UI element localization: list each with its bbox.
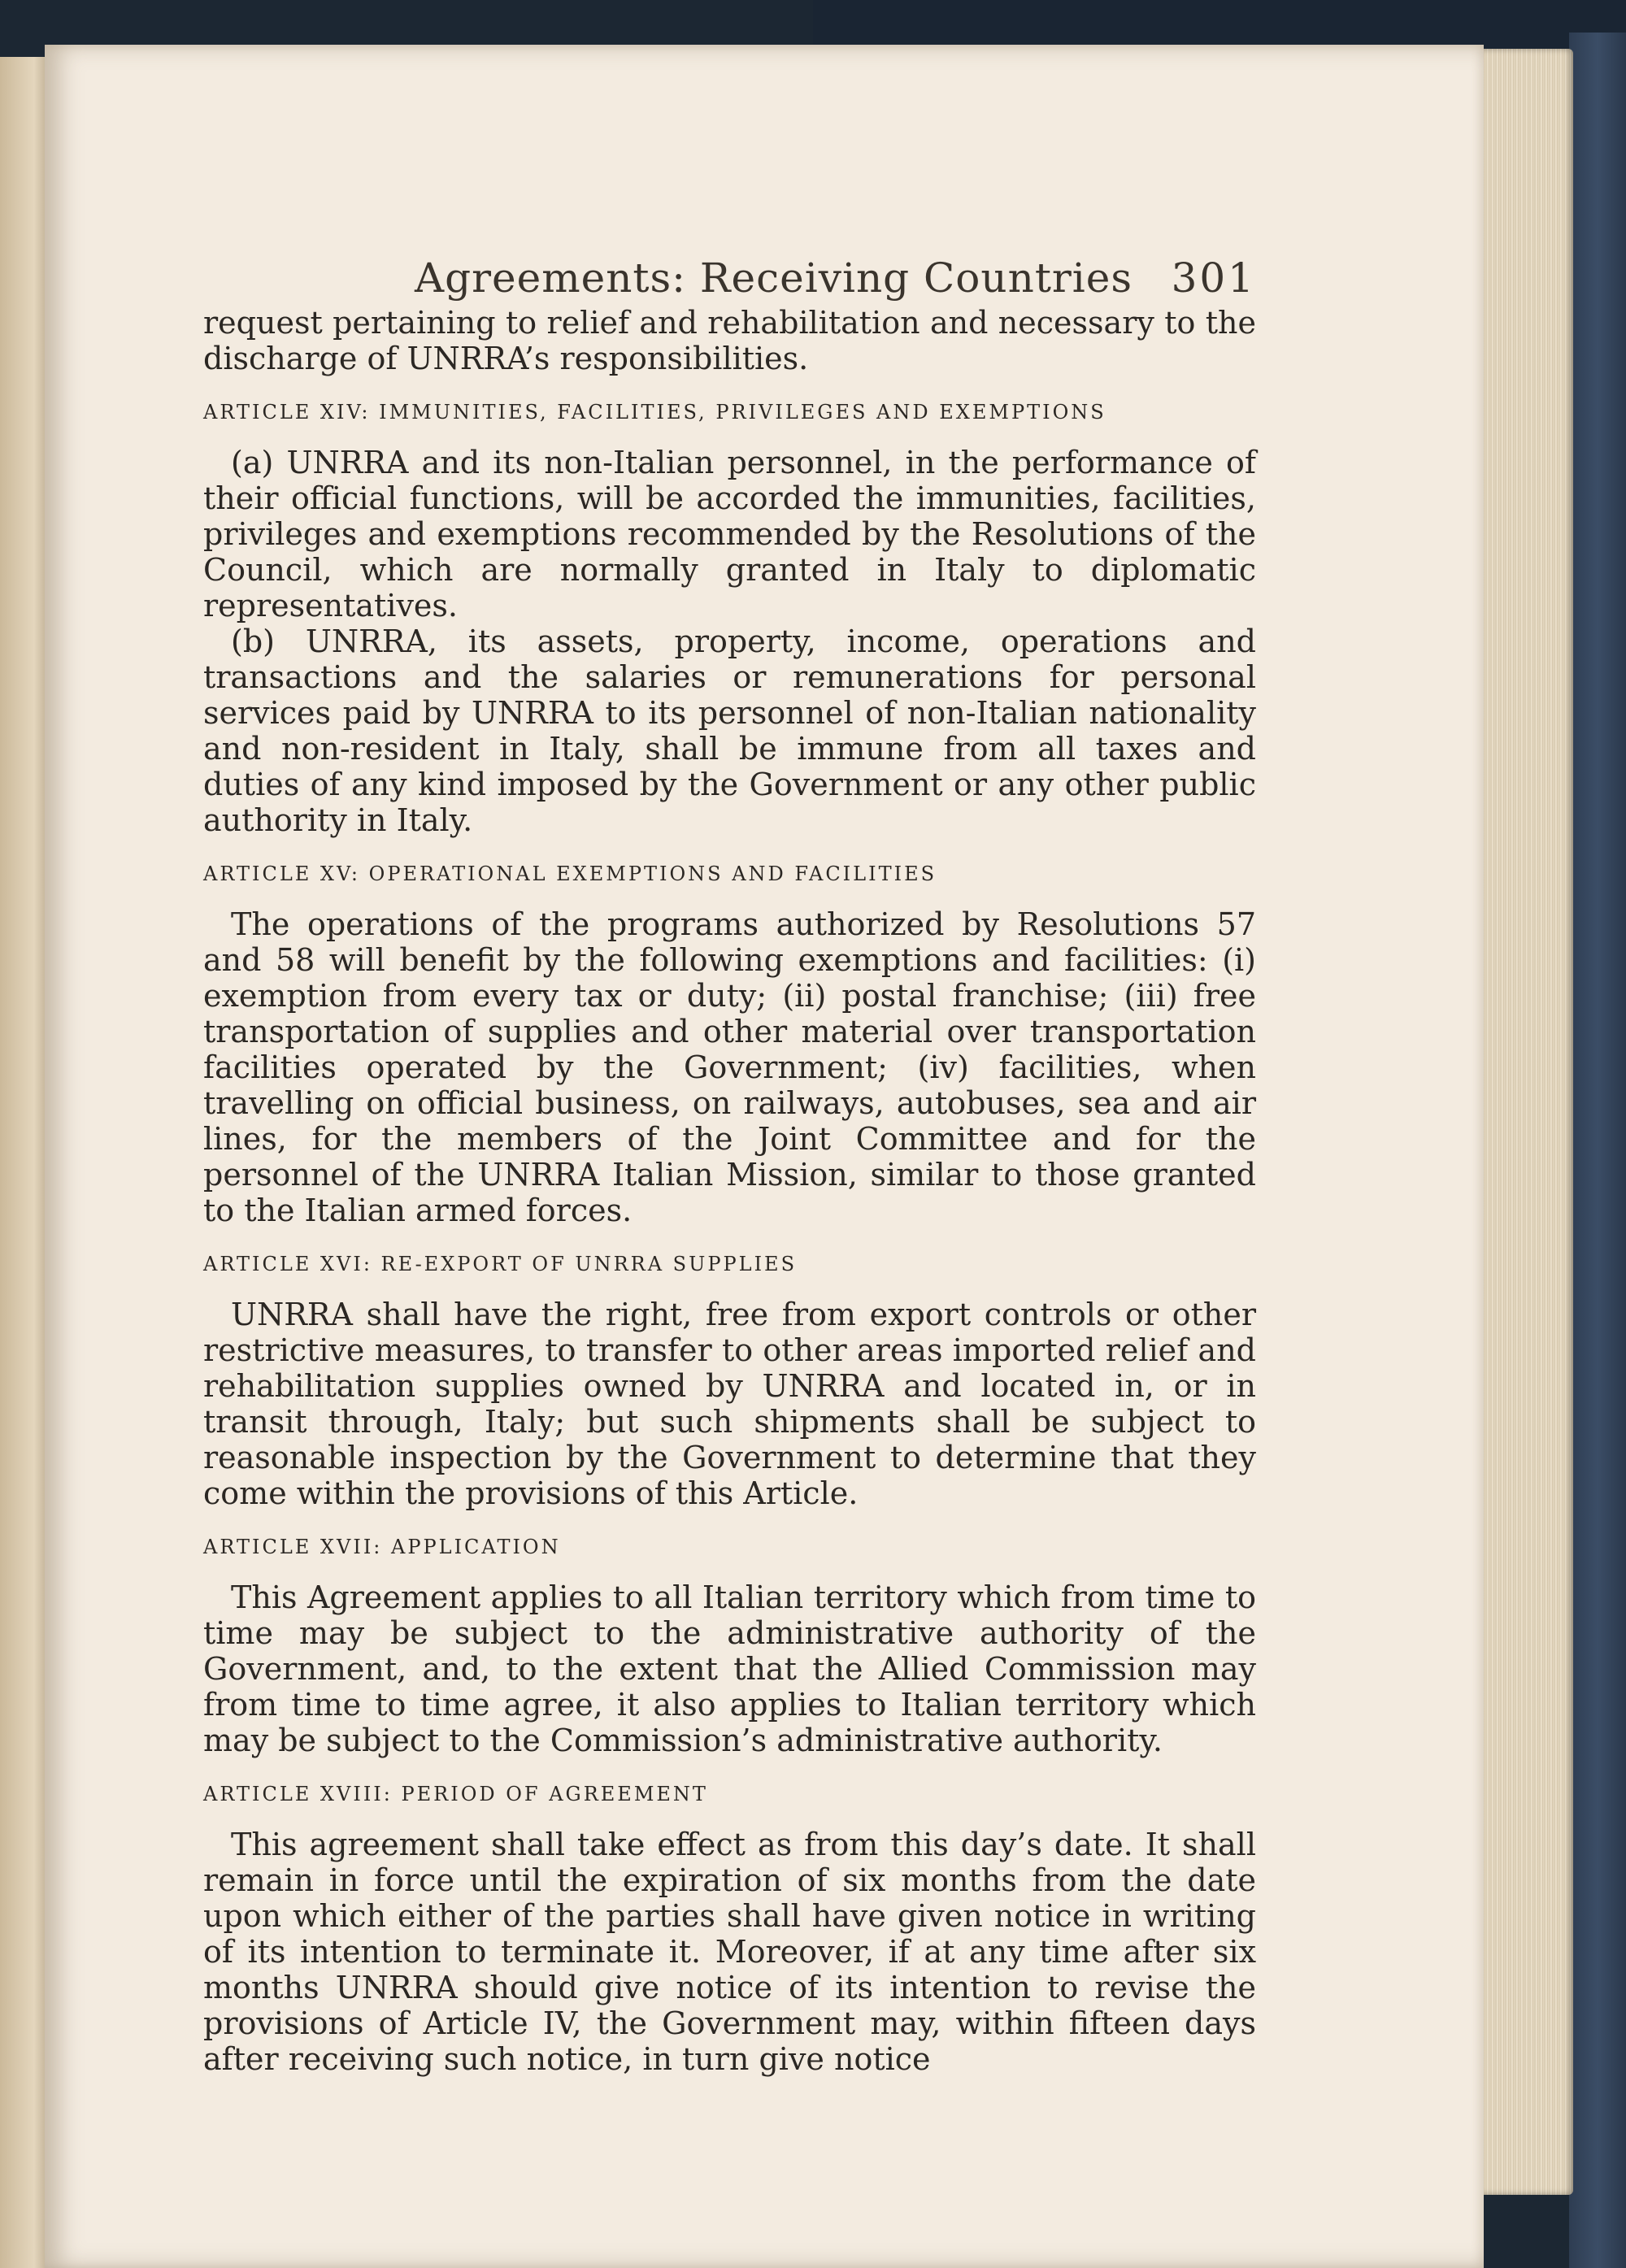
- intro-paragraph: request pertaining to relief and rehabilitation and necessary to the discharge of UNRRA’s responsibilities.: [203, 305, 1256, 376]
- article-18-heading: ARTICLE XVIII: PERIOD OF AGREEMENT: [203, 1783, 708, 1805]
- page-number: 301: [1171, 254, 1256, 302]
- article-16-paragraph: UNRRA shall have the right, free from export controls or other restrictive measures, to transfer to other areas imported relief and rehabilitation supplies owned by UNRRA and located in, or in transit through, Italy; but such shipments shall be subject to reasonable inspection by the Government to determine that they come within the provisions of this Article.: [203, 1297, 1256, 1511]
- article-15-heading: ARTICLE XV: OPERATIONAL EXEMPTIONS AND FACILITIES: [203, 862, 937, 885]
- background: [813, 0, 1626, 49]
- article-14-heading: ARTICLE XIV: IMMUNITIES, FACILITIES, PRIVILEGES AND EXEMPTIONS: [203, 401, 1106, 424]
- article-16-heading: ARTICLE XVI: RE-EXPORT OF UNRRA SUPPLIES: [203, 1253, 798, 1275]
- text-block: [203, 207, 1256, 2077]
- book-cover: [1569, 33, 1626, 2268]
- running-title: Agreements: Receiving Countries: [415, 254, 1133, 302]
- article-14-paragraph-a: (a) UNRRA and its non-Italian personnel, in the performance of their official functions, will be accorded the immunities, facilities, privileges and exemptions recommended by the Resolutions of the Council, which are normally granted in Italy to diplomatic representatives.: [203, 445, 1256, 623]
- page-header: [203, 207, 1256, 305]
- article-15-paragraph: The operations of the programs authorized by Resolutions 57 and 58 will benefit by the following exemptions and facilities: (i) exemption from every tax or duty; (ii) postal franchise; (iii) free transportation of supplies and other material over transportation facilities operated by the Government; (iv) facilities, when travelling on official business, on railways, autobuses, sea and air lines, for the members of the Joint Committee and for the personnel of the UNRRA Italian Mission, similar to those granted to the Italian armed forces.: [203, 906, 1256, 1228]
- page-edges: [1480, 49, 1573, 2195]
- article-18-paragraph: This agreement shall take effect as from this day’s date. It shall remain in force until the expiration of six months from the date upon which either of the parties shall have given notice in writing of its intention to terminate it. Moreover, if at any time after six months UNRRA should give notice of its intention to revise the provisions of Article IV, the Government may, within fifteen days after receiving such notice, in turn give notice: [203, 1827, 1256, 2077]
- article-17-heading: ARTICLE XVII: APPLICATION: [203, 1536, 561, 1558]
- article-17-paragraph: This Agreement applies to all Italian territory which from time to time may be subject to the administrative authority of the Government, and, to the extent that the Allied Commission may from time to time agree, it also applies to Italian territory which may be subject to the Commission’s administrative authority.: [203, 1579, 1256, 1758]
- article-14-paragraph-b: (b) UNRRA, its assets, property, income, operations and transactions and the salaries or remunerations for personal services paid by UNRRA to its personnel of non-Italian nationality and non-resident in Italy, shall be immune from all taxes and duties of any kind imposed by the Government or any other public authority in Italy.: [203, 623, 1256, 838]
- book-page: [45, 45, 1484, 2268]
